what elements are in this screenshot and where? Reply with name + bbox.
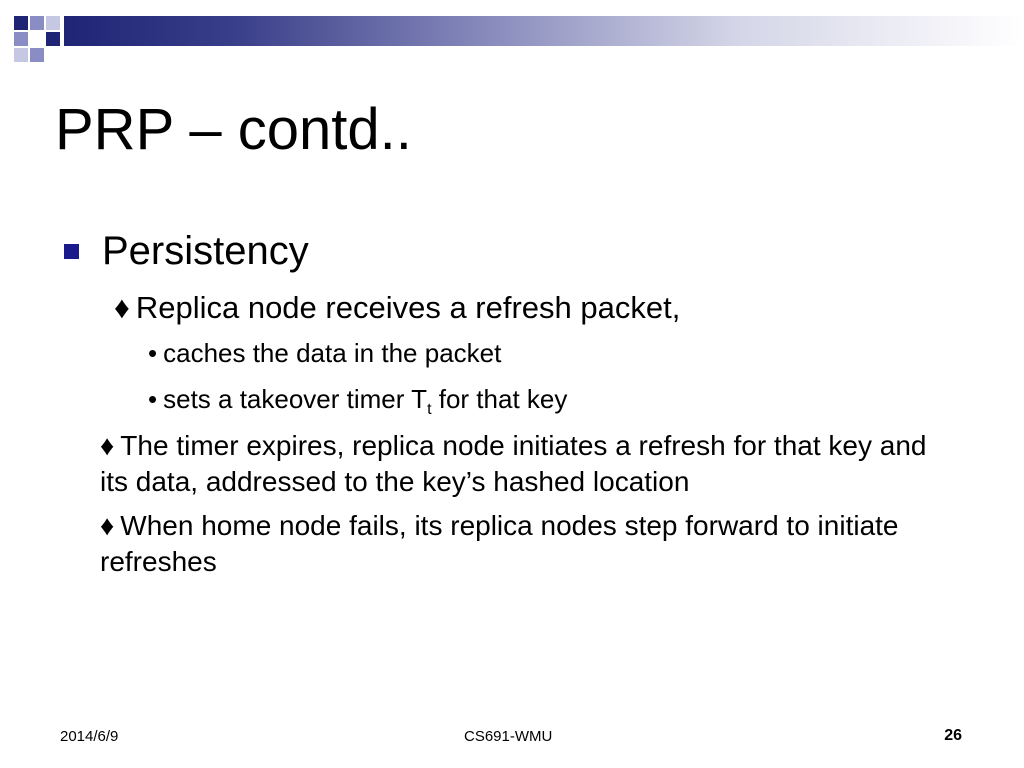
bullet-level3: [62, 336, 962, 370]
diamond-bullet-icon: ♦: [114, 290, 130, 325]
diamond-bullet-icon: ♦: [100, 430, 115, 461]
square-bullet-icon: [64, 244, 79, 259]
bullet-level1: [62, 226, 962, 276]
dot-bullet-icon: •: [148, 384, 158, 414]
bullet-level3: [62, 382, 962, 419]
footer-date: 2014/6/9: [60, 728, 119, 745]
bullet-level2: [62, 508, 962, 580]
bullet-level3-text-tail: for that key: [431, 384, 568, 414]
bullet-level2-text: When home node fails, its replica nodes step forward to initiate refreshes: [100, 510, 899, 577]
header-square-decoration: [46, 32, 60, 46]
bullet-level1-text: Persistency: [102, 229, 309, 273]
page-number: 26: [944, 727, 962, 744]
header-square-decoration: [46, 16, 60, 30]
bullet-level3-text: caches the data in the packet: [163, 338, 502, 368]
slide-content: [62, 226, 962, 588]
dot-bullet-icon: •: [148, 338, 158, 368]
header-square-decoration: [14, 16, 28, 30]
header-square-decoration: [30, 48, 44, 62]
header-square-decoration: [14, 48, 28, 62]
header-gradient-bar: [64, 16, 1024, 46]
bullet-level2: [62, 290, 962, 326]
bullet-level2: [62, 428, 962, 500]
bullet-level3-text: sets a takeover timer T: [163, 384, 428, 414]
diamond-bullet-icon: ♦: [100, 510, 115, 541]
bullet-level2-text: Replica node receives a refresh packet,: [135, 290, 681, 325]
header-square-decoration: [30, 16, 44, 30]
header-square-decoration: [14, 32, 28, 46]
slide-title: PRP – contd..: [55, 97, 412, 162]
timer-subscript: t: [427, 401, 432, 419]
bullet-level2-text: The timer expires, replica node initiates a refresh for that key and its data, addressed to the key’s hashed location: [100, 430, 927, 497]
footer-course: CS691-WMU: [464, 728, 553, 745]
